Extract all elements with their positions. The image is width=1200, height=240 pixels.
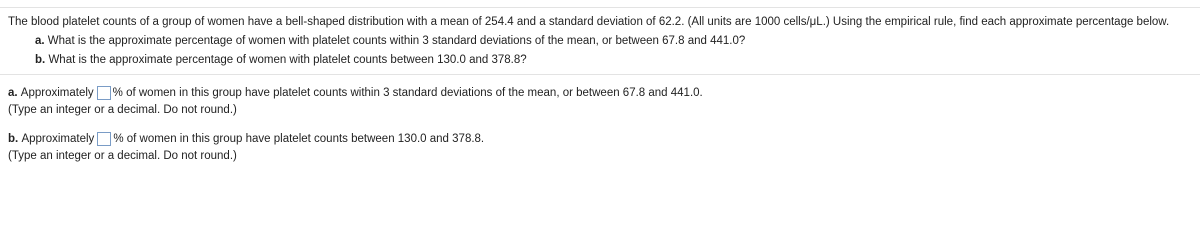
question-part-b-label: b.	[35, 54, 46, 66]
answer-part-a	[8, 84, 703, 118]
top-divider	[0, 7, 1200, 8]
answer-a-input[interactable]	[97, 86, 111, 100]
question-part-a	[8, 32, 1193, 51]
question-part-b	[8, 51, 1193, 70]
question-block	[8, 13, 1193, 70]
question-part-a-label: a.	[35, 35, 45, 47]
answer-b-label: b.	[8, 133, 19, 145]
question-part-b-text: What is the approximate percentage of women with platelet counts between 130.0 and 378.8?	[48, 54, 527, 66]
answer-b-suffix: % of women in this group have platelet counts between 130.0 and 378.8.	[113, 133, 485, 145]
answer-b-prefix: Approximately	[21, 133, 95, 145]
answer-b-line	[8, 130, 484, 148]
answer-a-line	[8, 84, 703, 102]
answer-a-suffix: % of women in this group have platelet counts within 3 standard deviations of the mean, or between 67.8 and 441.0.	[112, 87, 703, 99]
answer-part-b	[8, 130, 484, 164]
answer-b-input[interactable]	[97, 132, 111, 146]
answer-a-label: a.	[8, 87, 18, 99]
question-intro: The blood platelet counts of a group of women have a bell-shaped distribution with a mean of 254.4 and a standard deviation of 62.2. (All units are 1000 cells/μL.) Using the empirical rule, find each approximate percentage below.	[8, 16, 1170, 28]
answer-a-prefix: Approximately	[20, 87, 94, 99]
answer-a-hint: (Type an integer or a decimal. Do not round.)	[8, 104, 237, 116]
question-part-a-text: What is the approximate percentage of women with platelet counts within 3 standard deviations of the mean, or between 67.8 and 441.0?	[47, 35, 746, 47]
section-divider	[0, 74, 1200, 75]
answer-b-hint: (Type an integer or a decimal. Do not round.)	[8, 150, 237, 162]
